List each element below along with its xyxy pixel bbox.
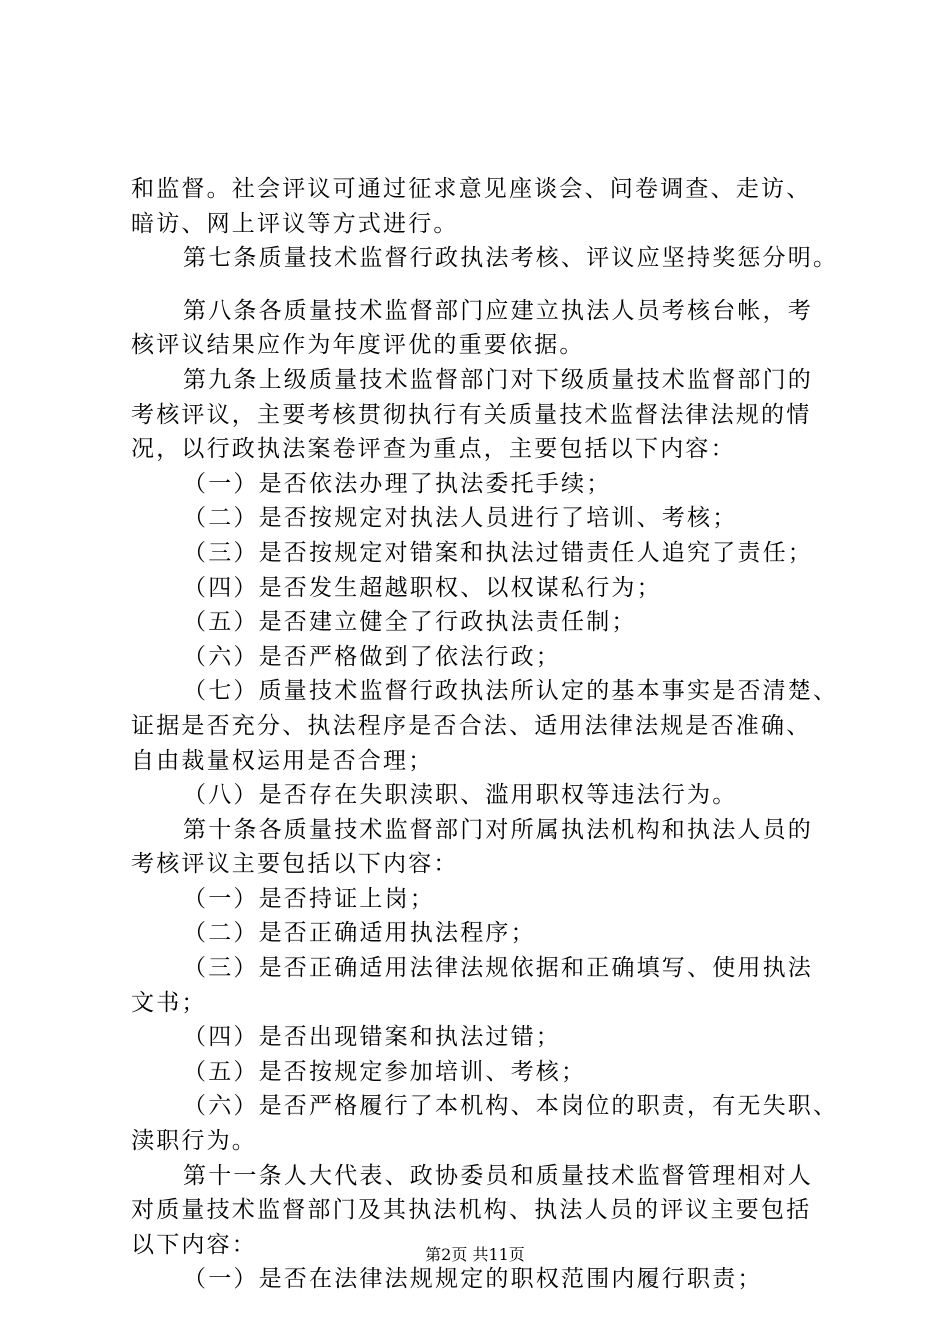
text-line: （四）是否发生超越职权、以权谋私行为； — [183, 574, 662, 601]
text-line: 况，以行政执法案卷评查为重点，主要包括以下内容： — [131, 436, 736, 463]
text-line: （六）是否严格履行了本机构、本岗位的职责，有无失职、 — [183, 1093, 839, 1120]
text-line: 暗访、网上评议等方式进行。 — [131, 210, 459, 237]
text-line: 第八条各质量技术监督部门应建立执法人员考核台帐，考 — [183, 297, 813, 324]
text-line: （三）是否按规定对错案和执法过错责任人追究了责任； — [183, 539, 813, 566]
text-line: 渎职行为。 — [131, 1128, 257, 1155]
text-line: （一）是否依法办理了执法委托手续； — [183, 470, 612, 497]
text-line: 证据是否充分、执法程序是否合法、适用法律法规是否准确、 — [131, 712, 812, 739]
text-line: 核评议结果应作为年度评优的重要依据。 — [131, 332, 585, 359]
text-line: 和监督。社会评议可通过征求意见座谈会、问卷调查、走访、 — [131, 176, 812, 202]
text-line: （八）是否存在失职渎职、滥用职权等违法行为。 — [183, 782, 738, 809]
text-line: 考核评议主要包括以下内容： — [131, 851, 459, 878]
text-line: （七）质量技术监督行政执法所认定的基本事实是否清楚、 — [183, 678, 839, 705]
text-line: （五）是否建立健全了行政执法责任制； — [183, 609, 637, 636]
text-line: 以下内容： — [131, 1231, 257, 1258]
text-line: （六）是否严格做到了依法行政； — [183, 643, 561, 670]
text-line: 第十条各质量技术监督部门对所属执法机构和执法人员的 — [183, 816, 813, 843]
text-line: 第九条上级质量技术监督部门对下级质量技术监督部门的 — [183, 366, 813, 393]
text-line: （四）是否出现错案和执法过错； — [183, 1024, 561, 1051]
document-body — [131, 172, 839, 1297]
text-line: 第十一条人大代表、政协委员和质量技术监督管理相对人 — [183, 1162, 813, 1189]
text-line: 自由裁量权运用是否合理； — [131, 747, 434, 774]
text-line: 第七条质量技术监督行政执法考核、评议应坚持奖惩分明。 — [183, 245, 839, 272]
text-line: （二）是否按规定对执法人员进行了培训、考核； — [183, 505, 738, 532]
text-line: 文书； — [131, 989, 207, 1016]
page-footer: 第2页 共11页 — [425, 1245, 525, 1264]
text-line: （二）是否正确适用执法程序； — [183, 920, 536, 947]
text-line: （五）是否按规定参加培训、考核； — [183, 1058, 587, 1085]
text-line: （一）是否持证上岗； — [183, 885, 435, 912]
paragraph-gap — [131, 276, 836, 294]
text-line: 对质量技术监督部门及其执法机构、执法人员的评议主要包括 — [131, 1197, 812, 1224]
text-line: （三）是否正确适用法律法规依据和正确填写、使用执法 — [183, 955, 813, 982]
text-line: 考核评议，主要考核贯彻执行有关质量技术监督法律法规的情 — [131, 401, 812, 428]
text-line: （一）是否在法律法规规定的职权范围内履行职责； — [183, 1266, 763, 1293]
